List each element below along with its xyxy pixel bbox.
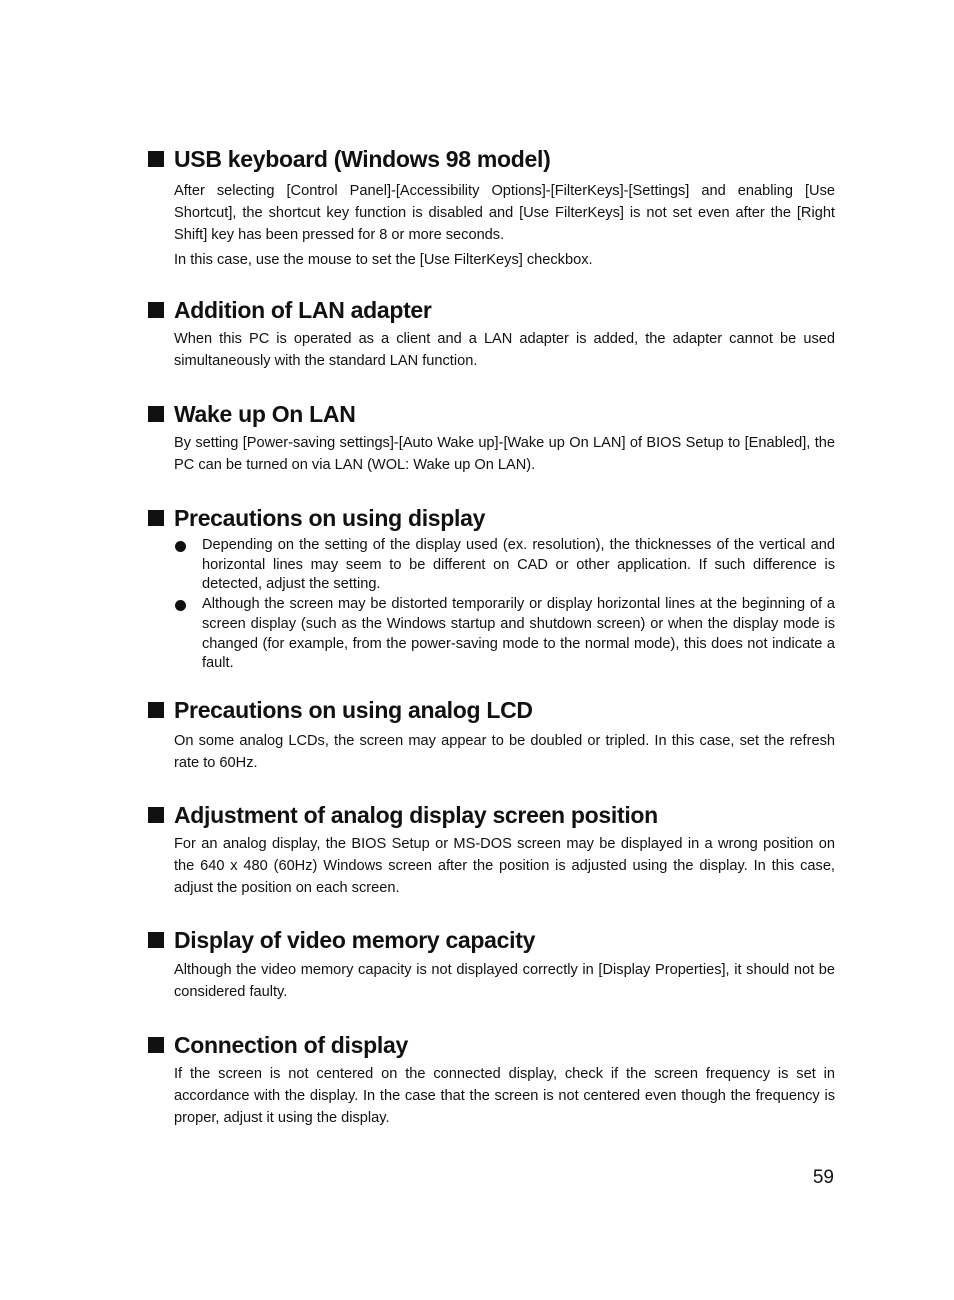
heading-text: Adjustment of analog display screen position	[174, 802, 658, 828]
section-usb-keyboard	[148, 145, 838, 271]
section-heading	[148, 696, 838, 724]
paragraph: For an analog display, the BIOS Setup or MS-DOS screen may be displayed in a wrong position on the 640 x 480 (60Hz) Windows screen after the position is adjusted using the display. In this case, adjust the position on each screen.	[174, 836, 835, 896]
page-number: 59	[812, 1167, 834, 1188]
heading-text: Precautions on using analog LCD	[174, 697, 533, 723]
section-lan-adapter	[148, 296, 838, 372]
round-bullet-icon	[175, 541, 186, 552]
section-heading	[148, 504, 838, 532]
list-item	[174, 595, 835, 674]
section-heading	[148, 801, 838, 829]
paragraph: If the screen is not centered on the connected display, check if the screen frequency is set in accordance with the display. In the case that the screen is not centered even though the frequency is proper, adjust it using the display.	[174, 1066, 835, 1126]
section-display-connection	[148, 1031, 838, 1129]
bullet-list	[174, 536, 835, 674]
square-bullet-icon	[148, 807, 164, 823]
paragraph: Although the video memory capacity is not displayed correctly in [Display Properties], it should not be considered faulty.	[174, 962, 835, 1000]
square-bullet-icon	[148, 702, 164, 718]
section-heading	[148, 145, 838, 173]
paragraph: After selecting [Control Panel]-[Accessibility Options]-[FilterKeys]-[Settings] and enabling [Use Shortcut], the shortcut key function is disabled and [Use FilterKeys] is not set even after the [Right Shift] key has been pressed for 8 or more seconds.	[174, 183, 835, 243]
section-video-memory	[148, 926, 838, 1003]
section-analog-lcd	[148, 696, 838, 774]
heading-text: Addition of LAN adapter	[174, 297, 432, 323]
round-bullet-icon	[175, 600, 186, 611]
heading-text: Display of video memory capacity	[174, 927, 536, 953]
section-heading	[148, 296, 838, 324]
square-bullet-icon	[148, 302, 164, 318]
paragraph: On some analog LCDs, the screen may appear to be doubled or tripled. In this case, set the refresh rate to 60Hz.	[174, 733, 835, 771]
heading-text: USB keyboard (Windows 98 model)	[174, 146, 551, 172]
section-screen-position	[148, 801, 838, 899]
list-item-text: Depending on the setting of the display used (ex. resolution), the thicknesses of the vertical and horizontal lines may seem to be different on CAD or other application. If such difference is detected, adjust the setting.	[202, 537, 835, 593]
square-bullet-icon	[148, 151, 164, 167]
paragraph: By setting [Power-saving settings]-[Auto Wake up]-[Wake up On LAN] of BIOS Setup to [Enabled], the PC can be turned on via LAN (WOL: Wake up On LAN).	[174, 435, 835, 473]
square-bullet-icon	[148, 1037, 164, 1053]
section-heading	[148, 1031, 838, 1059]
list-item	[174, 536, 835, 595]
square-bullet-icon	[148, 932, 164, 948]
heading-text: Connection of display	[174, 1032, 408, 1058]
square-bullet-icon	[148, 510, 164, 526]
section-heading	[148, 400, 838, 428]
square-bullet-icon	[148, 406, 164, 422]
section-display-precautions	[148, 504, 838, 674]
paragraph: When this PC is operated as a client and a LAN adapter is added, the adapter cannot be used simultaneously with the standard LAN function.	[174, 331, 835, 369]
list-item-text: Although the screen may be distorted temporarily or display horizontal lines at the beginning of a screen display (such as the Windows startup and shutdown screen) or when the display mode is changed (for example, from the power-saving mode to the normal mode), this does not indicate a fault.	[202, 596, 835, 672]
section-heading	[148, 926, 838, 954]
heading-text: Precautions on using display	[174, 505, 486, 531]
section-wake-on-lan	[148, 400, 838, 476]
heading-text: Wake up On LAN	[174, 401, 356, 427]
paragraph: In this case, use the mouse to set the [Use FilterKeys] checkbox.	[174, 252, 593, 268]
